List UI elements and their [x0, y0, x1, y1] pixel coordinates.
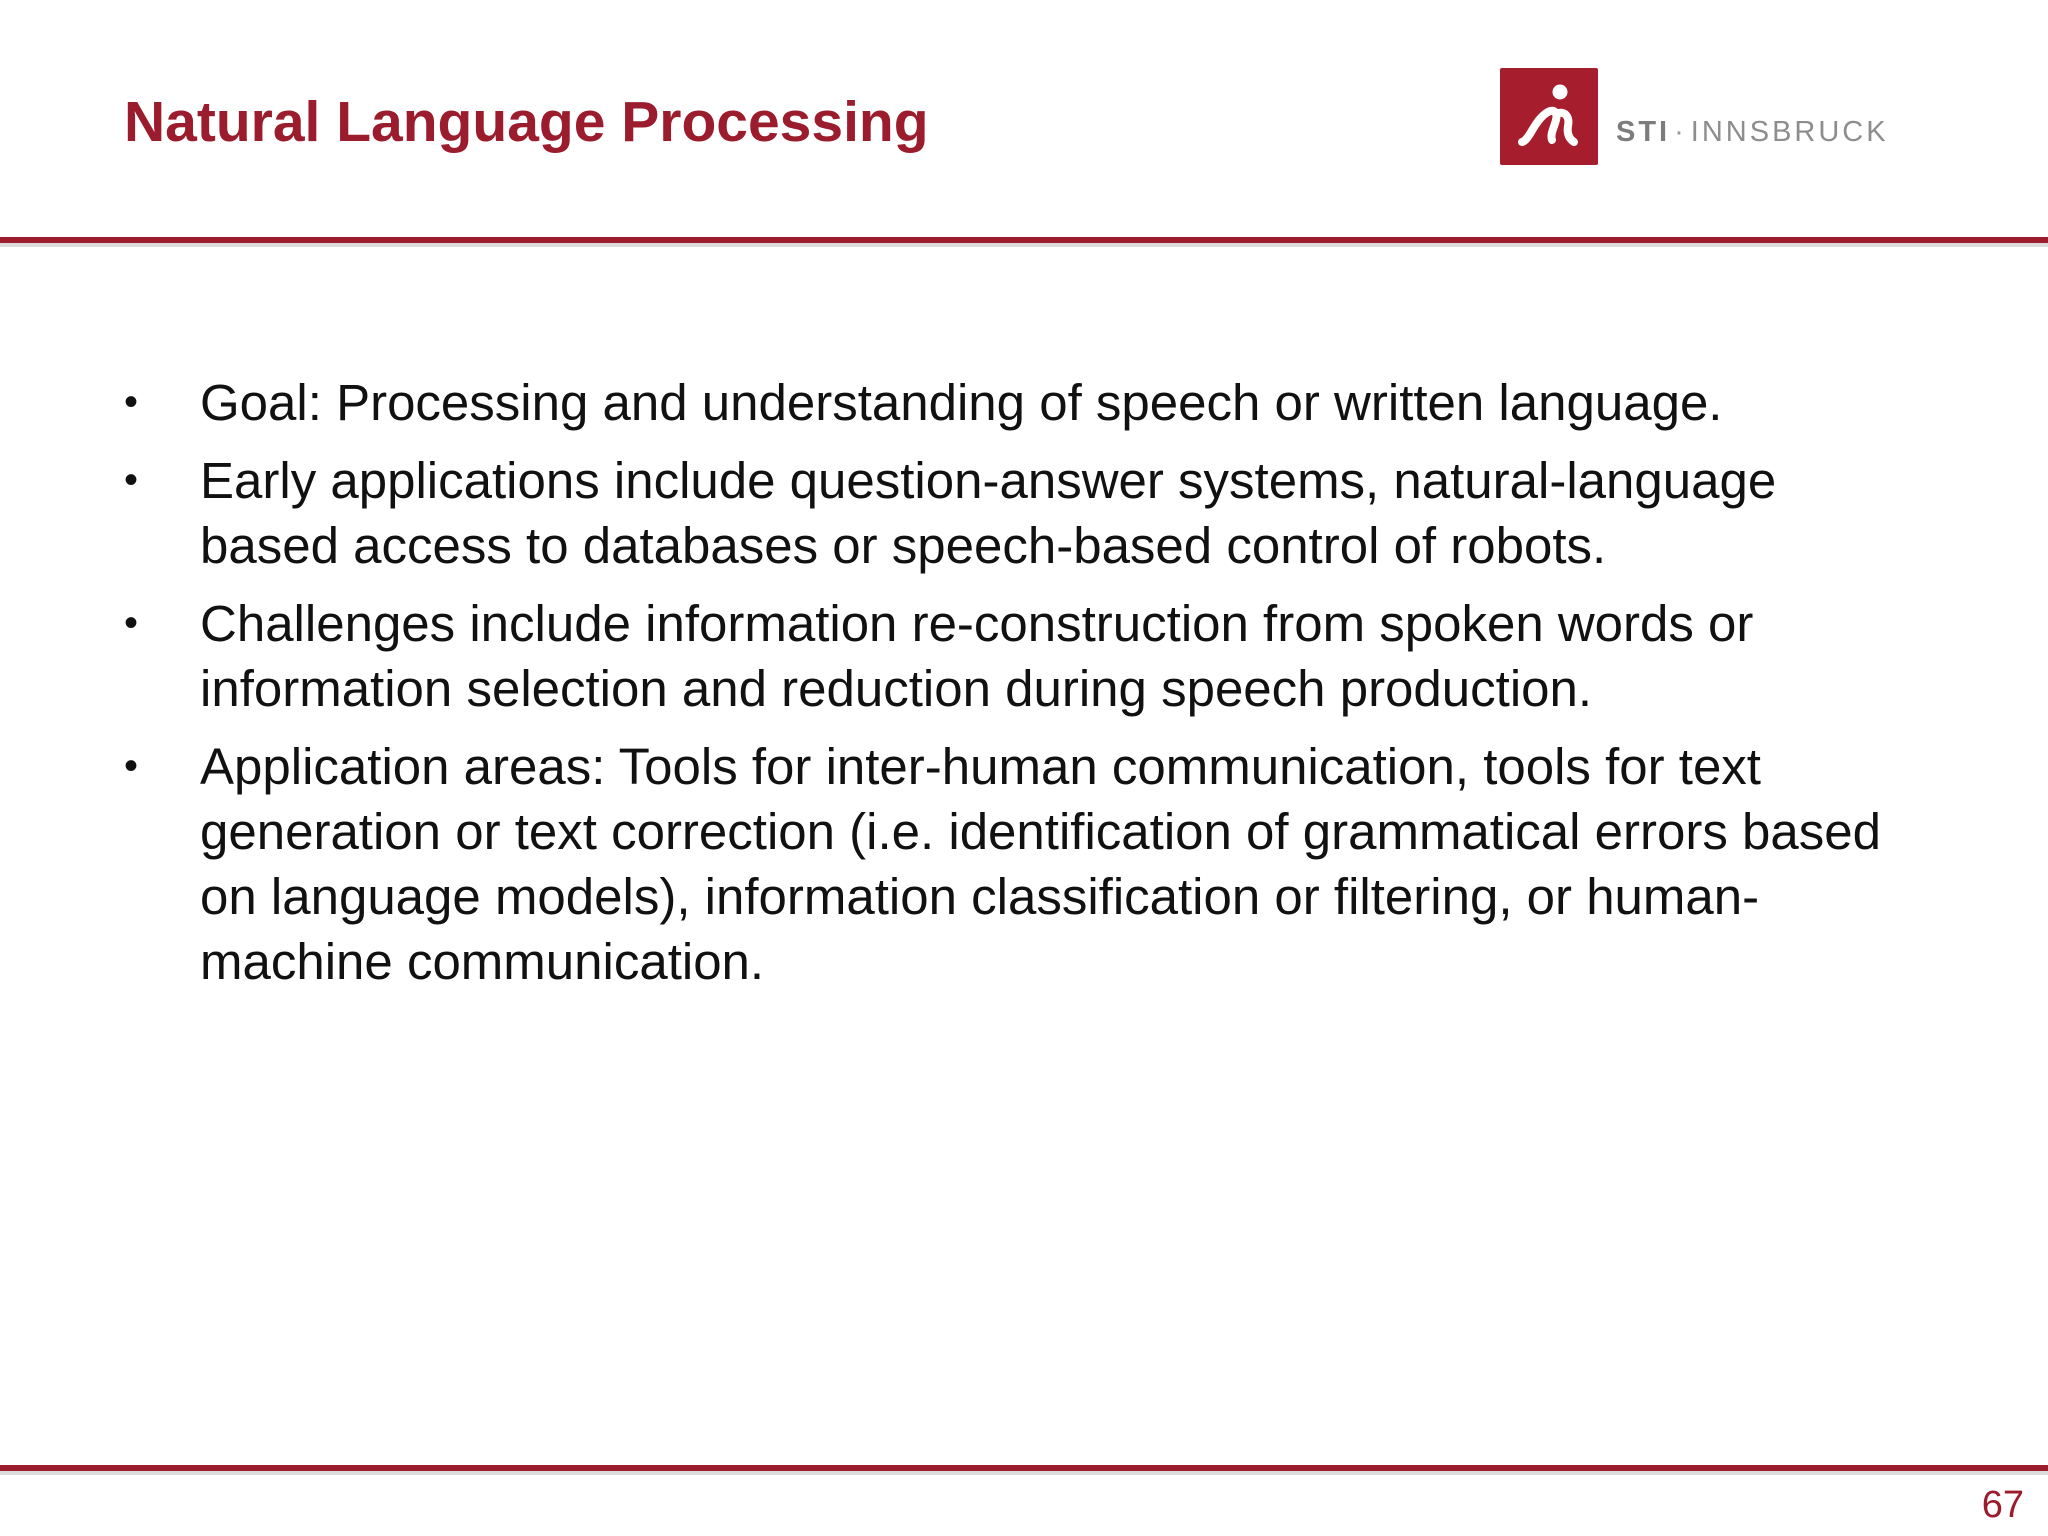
bullet-marker: •: [124, 744, 139, 788]
bullet-text: Early applications include question-answer systems, natural-language based access to databases or speech-based control of robots.: [200, 452, 1777, 574]
bullet-item: [120, 734, 1920, 994]
sti-logo-icon: [1500, 68, 1598, 165]
logo-city: INNSBRUCK: [1690, 116, 1889, 148]
bullet-marker: •: [124, 458, 139, 502]
bullet-text: Application areas: Tools for inter-human communication, tools for text generation or text correction (i.e. identification of grammatical errors based on language models), information classification or filtering, or human-machine communication.: [200, 738, 1881, 990]
footer-divider-shadow: [0, 1471, 2048, 1475]
bullet-text: Challenges include information re-construction from spoken words or information selection and reduction during speech production.: [200, 595, 1754, 717]
page-number: 67: [1981, 1484, 2024, 1526]
header-divider-shadow: [0, 243, 2048, 247]
logo-wordmark: [1616, 116, 1889, 149]
sti-innsbruck-logo: [1500, 66, 1900, 166]
logo-brand: STI: [1616, 116, 1671, 148]
logo-separator: ·: [1674, 116, 1687, 148]
bullet-marker: •: [124, 601, 139, 645]
bullet-list: [120, 370, 1920, 1007]
bullet-item: [120, 591, 1920, 721]
bullet-marker: •: [124, 380, 139, 424]
bullet-text: Goal: Processing and understanding of speech or written language.: [200, 374, 1723, 431]
bullet-item: [120, 370, 1920, 435]
slide-title: Natural Language Processing: [124, 90, 929, 154]
bullet-item: [120, 448, 1920, 578]
